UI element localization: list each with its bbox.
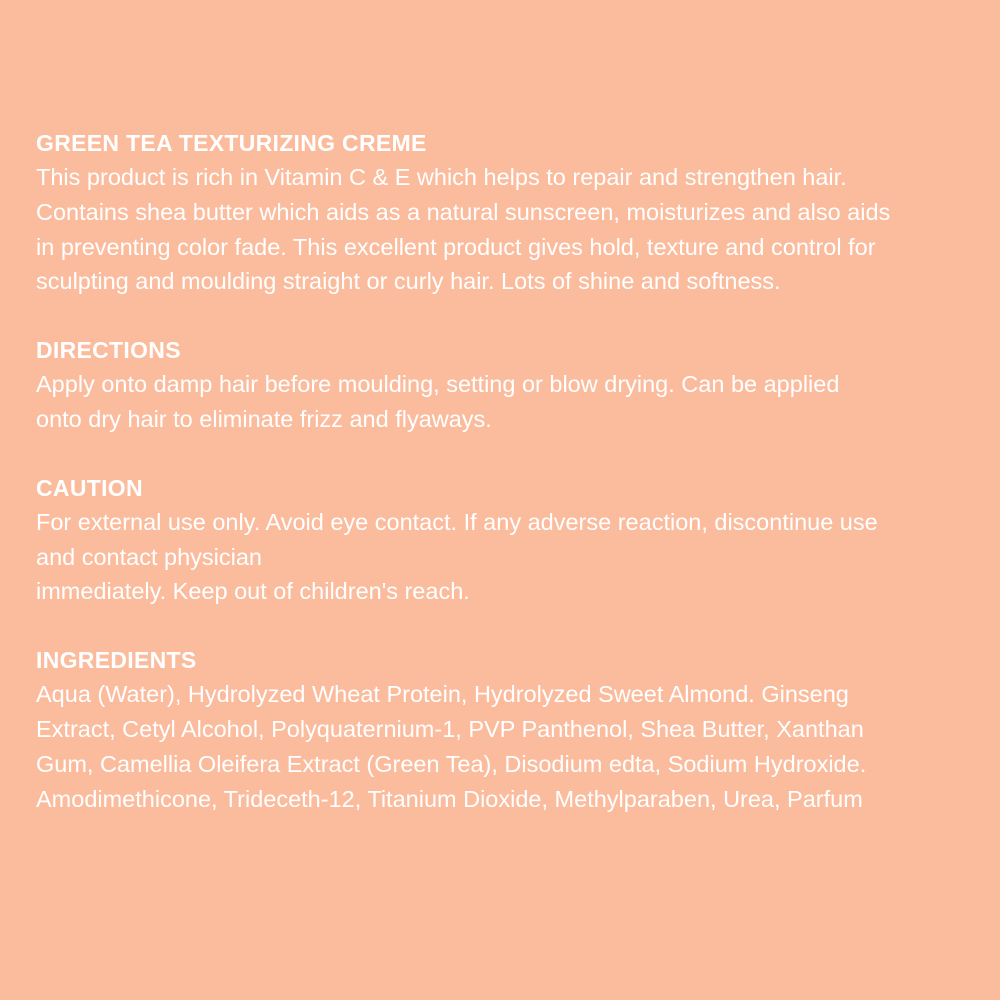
description-line: in preventing color fade. This excellent product gives hold, texture and control for [36,233,876,260]
caution-section [36,471,980,609]
ingredients-heading: INGREDIENTS [36,647,197,674]
description-line: This product is rich in Vitamin C & E which helps to repair and strengthen hair. [36,164,847,190]
directions-section [36,333,980,437]
product-title: GREEN TEA TEXTURIZING CREME [36,130,427,156]
caution-line: For external use only. Avoid eye contact. If any adverse reaction, discontinue use [36,508,878,535]
caution-line: and contact physician [36,543,263,570]
ingredients-line: Gum, Camellia Oleifera Extract (Green Tea), Disodium edta, Sodium Hydroxide. [36,750,867,777]
description-line: Contains shea butter which aids as a natural sunscreen, moisturizes and also aids [36,198,891,225]
ingredients-line: Extract, Cetyl Alcohol, Polyquaternium-1, PVP Panthenol, Shea Butter, Xanthan [36,715,864,742]
directions-line: Apply onto damp hair before moulding, setting or blow drying. Can be applied [36,371,840,398]
directions-line: onto dry hair to eliminate frizz and flyaways. [36,405,492,432]
caution-line: immediately. Keep out of children's reach. [36,578,470,605]
directions-heading: DIRECTIONS [36,337,181,364]
ingredients-section [36,643,980,816]
caution-heading: CAUTION [36,474,143,501]
description-line: sculpting and moulding straight or curly hair. Lots of shine and softness. [36,268,781,295]
ingredients-line: Amodimethicone, Trideceth-12, Titanium Dioxide, Methylparaben, Urea, Parfum [36,785,863,812]
product-description-section [36,126,980,299]
ingredients-line: Aqua (Water), Hydrolyzed Wheat Protein, Hydrolyzed Sweet Almond. Ginseng [36,681,849,708]
